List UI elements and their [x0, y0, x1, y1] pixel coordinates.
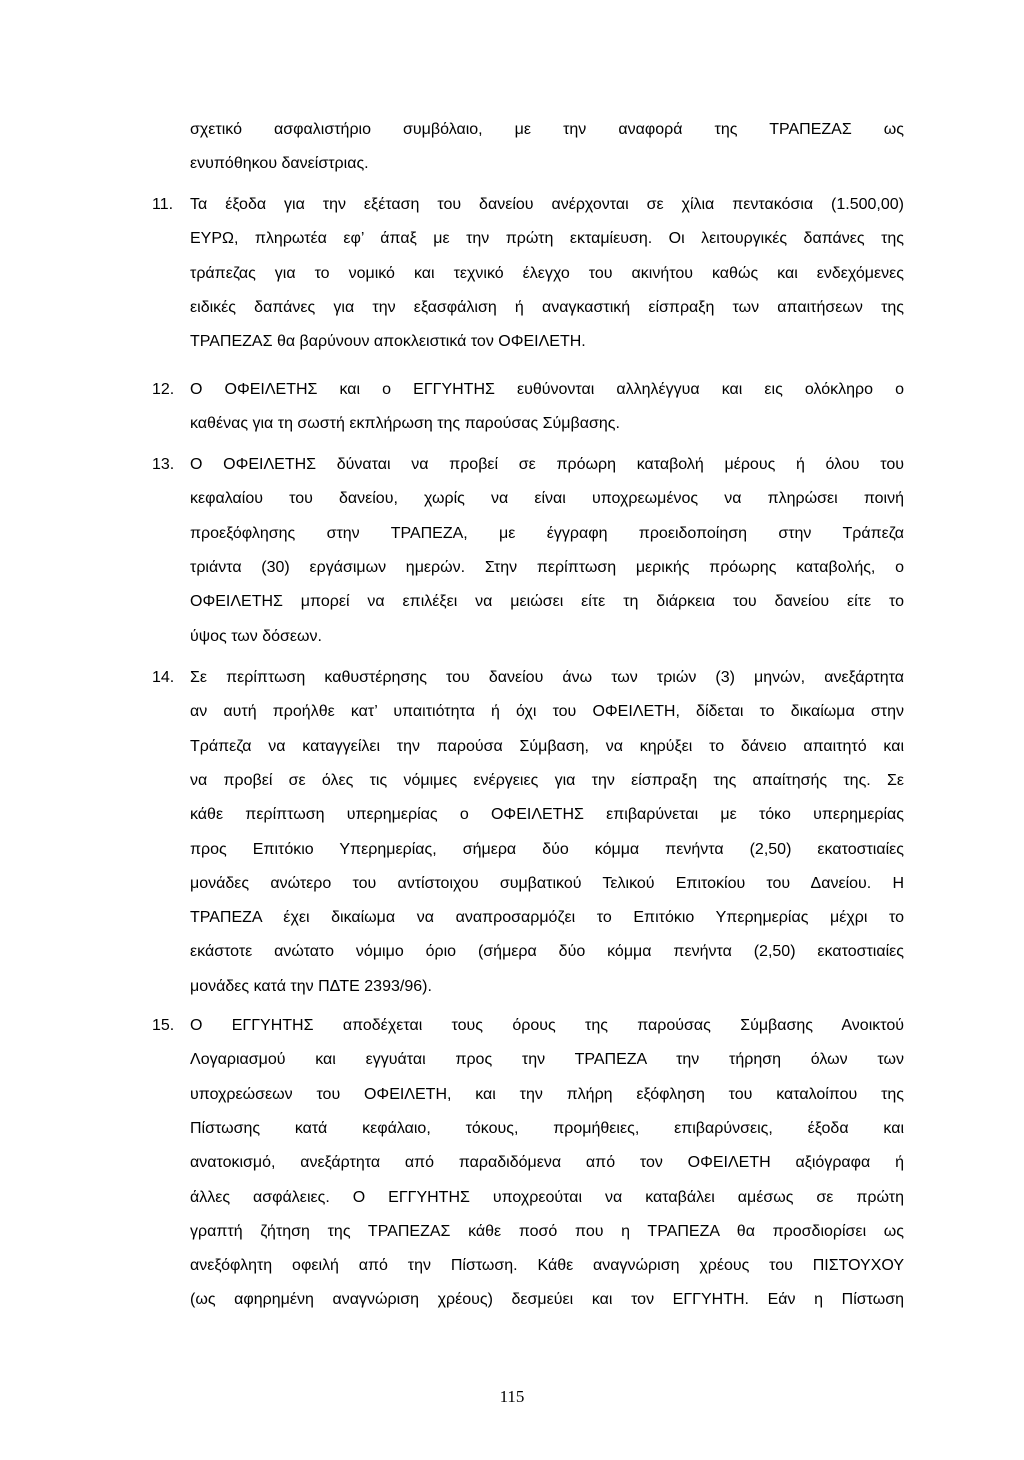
clause-line: Τα έξοδα για την εξέταση του δανείου ανέρχονται σε χίλια πεντακόσια (1.500,00): [190, 196, 904, 213]
clause-line: προεξόφλησης στην ΤΡΑΠΕΖΑ, με έγγραφη προειδοποίηση στην Τράπεζα: [190, 524, 904, 542]
clause-line: άλλες ασφάλειες. Ο ΕΓΓΥΗΤΗΣ υποχρεούται να καταβάλει αμέσως σε πρώτη: [190, 1188, 904, 1206]
clause-line: ειδικές δαπάνες για την εξασφάλιση ή αναγκαστική είσπραξη των απαιτήσεων της: [190, 298, 904, 316]
clause-line: κάθε περίπτωση υπερημερίας ο ΟΦΕΙΛΕΤΗΣ επιβαρύνεται με τόκο υπερημερίας: [190, 806, 904, 824]
clause-line: ΤΡΑΠΕΖΑΣ θα βαρύνουν αποκλειστικά τον ΟΦΕΙΛΕΤΗ.: [190, 333, 586, 351]
clause-line: μονάδες ανώτερο του αντίστοιχου συμβατικού Τελικού Επιτοκίου του Δανείου. Η: [190, 874, 904, 892]
clause-line: ανεξόφλητη οφειλή από την Πίστωση. Κάθε αναγνώριση χρέους του ΠΙΣΤΟΥΧΟΥ: [190, 1257, 904, 1275]
clause-line: τράπεζας για το νομικό και τεχνικό έλεγχο του ακινήτου καθώς και ενδεχόμενες: [190, 264, 904, 282]
clause-line: τριάντα (30) εργάσιμων ημερών. Στην περίπτωση μερικής πρόωρης καταβολής, ο: [190, 558, 904, 576]
clause-line: αν αυτή προήλθε κατ’ υπαιτιότητα ή όχι του ΟΦΕΙΛΕΤΗ, δίδεται το δικαίωμα στην: [190, 703, 904, 721]
clause-line: γραπτή ζήτηση της ΤΡΑΠΕΖΑΣ κάθε ποσό που η ΤΡΑΠΕΖΑ θα προσδιορίσει ως: [190, 1222, 904, 1240]
page-number: 115: [499, 1387, 525, 1406]
clause-line: Τράπεζα να καταγγείλει την παρούσα Σύμβαση, να κηρύξει το δάνειο απαιτητό και: [190, 737, 904, 755]
clause-line: Πίστωσης κατά κεφάλαιο, τόκους, προμήθειες, επιβαρύνσεις, έξοδα και: [190, 1119, 904, 1137]
clause-line: υποχρεώσεων του ΟΦΕΙΛΕΤΗ, και την πλήρη εξόφληση του καταλοίπου της: [190, 1085, 904, 1103]
clause-number: 11.: [152, 196, 174, 213]
clause-line: εκάστοτε ανώτατο νόμιμο όριο (σήμερα δύο κόμμα πενήντα (2,50) εκατοστιαίες: [190, 943, 904, 961]
clause-line: ΟΦΕΙΛΕΤΗΣ μπορεί να επιλέξει να μειώσει είτε τη διάρκεια του δανείου είτε το: [190, 593, 904, 611]
clause-line: ανατοκισμό, ανεξάρτητα από παραδιδόμενα από τον ΟΦΕΙΛΕΤΗ αξιόγραφα ή: [190, 1154, 904, 1172]
clause-number: 12.: [152, 381, 175, 398]
clause-line: Λογαριασμού και εγγυάται προς την ΤΡΑΠΕΖΑ την τήρηση όλων των: [190, 1051, 904, 1069]
clause-number: 15.: [152, 1017, 175, 1034]
intro-line: ενυπόθηκου δανείστριας.: [190, 155, 369, 173]
clause-line: ΤΡΑΠΕΖΑ έχει δικαίωμα να αναπροσαρμόζει το Επιτόκιο Υπερημερίας μέχρι το: [190, 909, 904, 927]
clause-line: Σε περίπτωση καθυστέρησης του δανείου άνω των τριών (3) μηνών, ανεξάρτητα: [190, 669, 904, 686]
clause-line: μονάδες κατά την ΠΔΤΕ 2393/96).: [190, 977, 432, 995]
clause-line: καθένας για τη σωστή εκπλήρωση της παρούσας Σύμβασης.: [190, 415, 620, 433]
clause-line: να προβεί σε όλες τις νόμιμες ενέργειες για την είσπραξη της απαίτησής της. Σε: [190, 771, 904, 789]
clause-line: Ο ΟΦΕΙΛΕΤΗΣ δύναται να προβεί σε πρόωρη καταβολή μέρους ή όλου του: [190, 456, 904, 473]
clause-line: προς Επιτόκιο Υπερημερίας, σήμερα δύο κόμμα πενήντα (2,50) εκατοστιαίες: [190, 840, 904, 858]
clause-line: (ως αφηρημένη αναγνώριση χρέους) δεσμεύει και τον ΕΓΓΥΗΤΗ. Εάν η Πίστωση: [190, 1291, 904, 1309]
clause-line: ύψος των δόσεων.: [190, 627, 322, 645]
clause-line: ΕΥΡΩ, πληρωτέα εφ’ άπαξ με την πρώτη εκταμίευση. Οι λειτουργικές δαπάνες της: [190, 230, 904, 248]
clause-line: κεφαλαίου του δανείου, χωρίς να είναι υποχρεωμένος να πληρώσει ποινή: [190, 490, 904, 508]
intro-line: σχετικό ασφαλιστήριο συμβόλαιο, με την αναφορά της ΤΡΑΠΕΖΑΣ ως: [190, 121, 904, 138]
clause-number: 14.: [152, 669, 175, 686]
clause-number: 13.: [152, 456, 175, 473]
clause-line: Ο ΟΦΕΙΛΕΤΗΣ και ο ΕΓΓΥΗΤΗΣ ευθύνονται αλληλέγγυα και εις ολόκληρο ο: [190, 381, 904, 398]
clause-line: Ο ΕΓΓΥΗΤΗΣ αποδέχεται τους όρους της παρούσας Σύμβασης Ανοικτού: [190, 1017, 904, 1034]
